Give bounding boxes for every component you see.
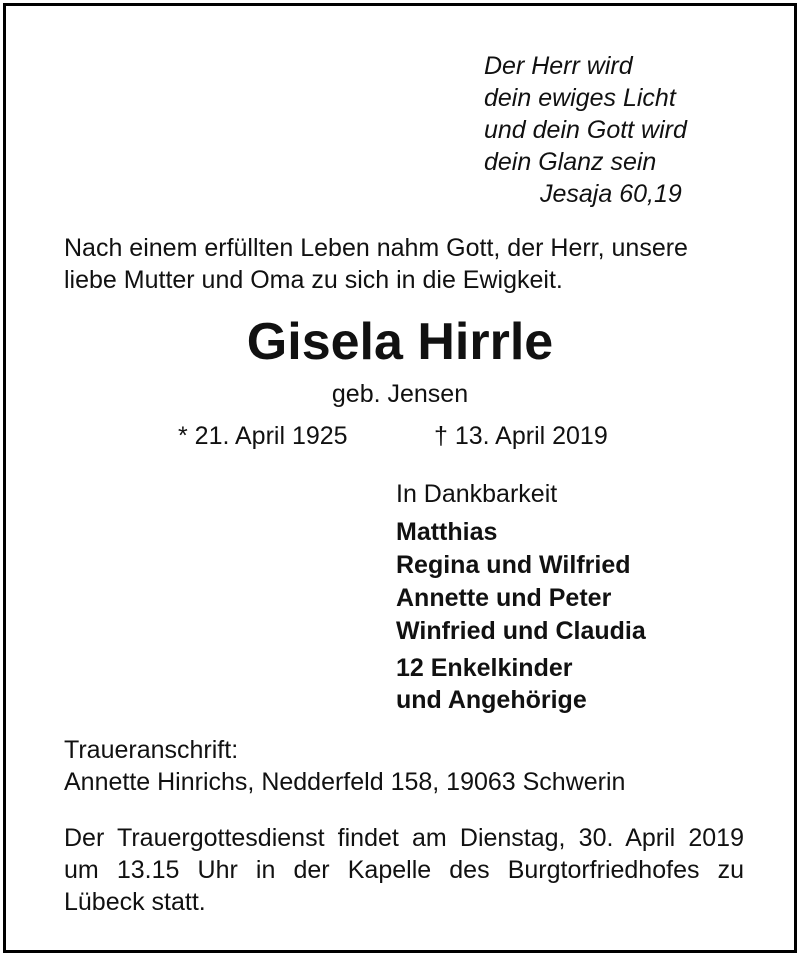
family-member: Annette und Peter bbox=[396, 584, 612, 612]
family-member: Regina und Wilfried bbox=[396, 551, 631, 579]
thanks-heading: In Dankbarkeit bbox=[396, 480, 558, 508]
service-line: Der Trauergottesdienst findet am Dienstag, 30. April 2019 bbox=[64, 824, 744, 852]
maiden-name: geb. Jensen bbox=[331, 380, 469, 408]
address-value: Annette Hinrichs, Nedderfeld 158, 19063 Schwerin bbox=[64, 768, 626, 796]
mourning-address bbox=[64, 734, 625, 798]
intro-line: liebe Mutter und Oma zu sich in die Ewigkeit. bbox=[64, 266, 563, 294]
verse-line: und dein Gott wird bbox=[484, 116, 687, 144]
other-mourner-line: 12 Enkelkinder bbox=[396, 654, 573, 682]
funeral-service-info bbox=[64, 822, 744, 918]
verse-line: dein Glanz sein bbox=[484, 148, 657, 176]
other-mourner-line: und Angehörige bbox=[396, 686, 587, 714]
service-line: um 13.15 Uhr in der Kapelle des Burgtorfriedhofes zu bbox=[64, 856, 744, 884]
service-line: Lübeck statt. bbox=[64, 888, 206, 916]
deceased-name: Gisela Hirrle bbox=[246, 313, 554, 371]
obituary-notice bbox=[3, 3, 797, 953]
family-member: Matthias bbox=[396, 518, 498, 546]
bible-verse bbox=[484, 50, 687, 210]
verse-line: Der Herr wird bbox=[484, 52, 633, 80]
intro-line: Nach einem erfüllten Leben nahm Gott, der Herr, unsere bbox=[64, 234, 688, 262]
family-list bbox=[396, 516, 646, 648]
death-date: † 13. April 2019 bbox=[434, 422, 608, 450]
family-member: Winfried und Claudia bbox=[396, 617, 646, 645]
verse-line: dein ewiges Licht bbox=[484, 84, 676, 112]
other-mourners bbox=[396, 652, 587, 716]
birth-date: * 21. April 1925 bbox=[178, 422, 348, 450]
verse-reference: Jesaja 60,19 bbox=[540, 180, 682, 208]
intro-text bbox=[64, 232, 688, 296]
address-label: Traueranschrift: bbox=[64, 736, 239, 764]
